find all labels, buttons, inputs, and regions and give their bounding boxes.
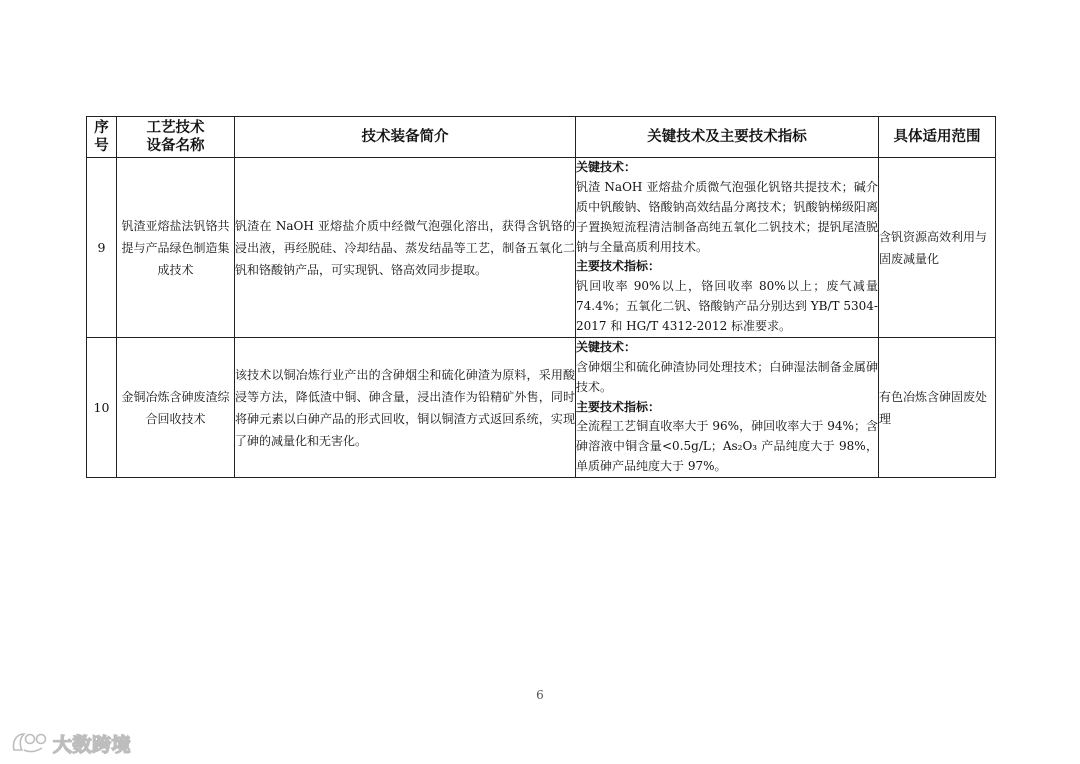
table-row xyxy=(87,158,996,338)
table-header-row xyxy=(87,117,996,158)
technology-table xyxy=(86,116,996,478)
key-technology-title: 关键技术： xyxy=(576,340,637,355)
key-technology-text: 含砷烟尘和硫化砷渣协同处理技术；白砷湿法制备金属砷技术。 xyxy=(576,360,878,394)
application-scope: 含钒资源高效利用与固废减量化 xyxy=(879,158,996,338)
key-technology-cell xyxy=(576,338,879,478)
header-scope: 具体适用范围 xyxy=(879,117,996,158)
technology-name: 钒渣亚熔盐法钒铬共提与产品绿色制造集成技术 xyxy=(117,158,235,338)
row-number: 9 xyxy=(87,158,117,338)
brand-logo-icon xyxy=(10,730,50,756)
header-name xyxy=(117,117,235,158)
technology-intro: 该技术以铜冶炼行业产出的含砷烟尘和硫化砷渣为原料，采用酸浸等方法，降低渣中铜、砷含量，浸出渣作为铅精矿外售，同时将砷元素以白砷产品的形式回收，铜以铜渣方式返回系统，实现了砷的减量化和无害化。 xyxy=(235,338,576,478)
page-number: 6 xyxy=(536,688,544,702)
key-technology-text: 钒渣 NaOH 亚熔盐介质微气泡强化钒铬共提技术；碱介质中钒酸钠、铬酸钠高效结晶分离技术；钒酸钠梯级阳离子置换短流程清洁制备高纯五氧化二钒技术；提钒尾渣脱钠与全量高质利用技术。 xyxy=(576,180,878,254)
header-seq-label: 序 号 xyxy=(94,120,109,154)
indicator-text: 全流程工艺铜直收率大于 96%，砷回收率大于 94%；含砷溶液中铜含量<0.5g/L；As₂O₃ 产品纯度大于 98%，单质砷产品纯度大于 97%。 xyxy=(576,419,878,473)
indicator-title: 主要技术指标： xyxy=(576,399,661,414)
table-row xyxy=(87,338,996,478)
technology-name: 金铜冶炼含砷废渣综合回收技术 xyxy=(117,338,235,478)
header-intro: 技术装备简介 xyxy=(235,117,576,158)
indicator-text: 钒回收率 90%以上，铬回收率 80%以上；废气减量 74.4%；五氧化二钒、铬酸钠产品分别达到 YB/T 5304-2017 和 HG/T 4312-2012 标准要求。 xyxy=(576,279,878,333)
header-key: 关键技术及主要技术指标 xyxy=(576,117,879,158)
technology-intro: 钒渣在 NaOH 亚熔盐介质中经微气泡强化溶出，获得含钒铬的浸出液，再经脱硅、冷却结晶、蒸发结晶等工艺，制备五氧化二钒和铬酸钠产品，可实现钒、铬高效同步提取。 xyxy=(235,158,576,338)
header-name-label: 工艺技术 设备名称 xyxy=(146,120,205,154)
watermark-text: 大数跨境 xyxy=(53,733,132,756)
key-technology-title: 关键技术： xyxy=(576,160,637,175)
header-seq xyxy=(87,117,117,158)
application-scope: 有色冶炼含砷固废处理 xyxy=(879,338,996,478)
indicator-title: 主要技术指标： xyxy=(576,259,661,274)
row-number: 10 xyxy=(87,338,117,478)
watermark xyxy=(10,728,131,758)
key-technology-cell xyxy=(576,158,879,338)
